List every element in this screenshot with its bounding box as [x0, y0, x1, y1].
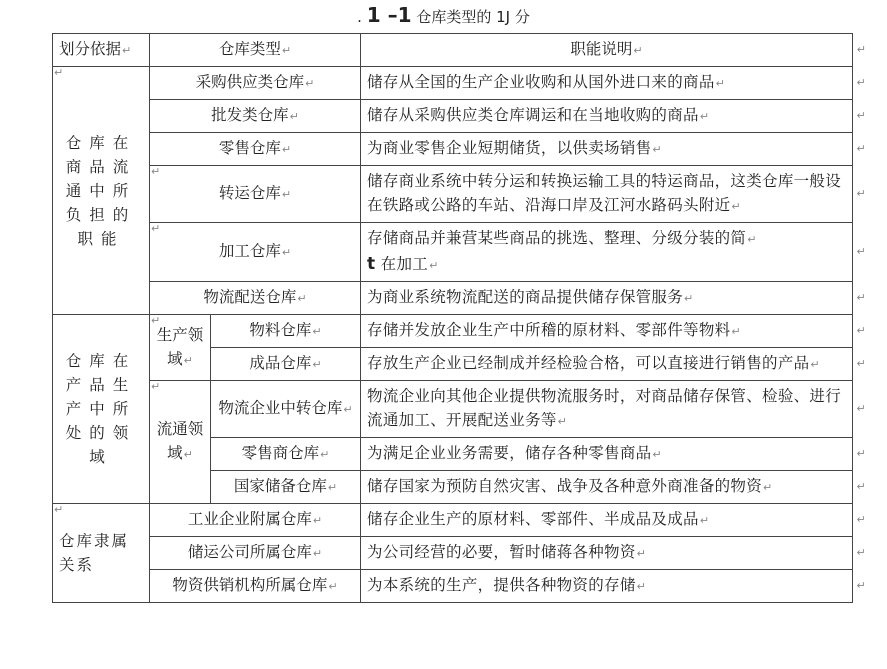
desc-cell: 为商业零售企业短期储货，以供卖场销售↵ ↵: [361, 133, 853, 166]
table-row: [53, 223, 853, 282]
desc-cell: 为公司经营的必要，暂时储蒋各种物资↵ ↵: [361, 537, 853, 570]
category-cell: ↵ 仓库在商品流通中所负担的职能: [53, 67, 150, 315]
type-cell: 物资供销机构所属仓库↵: [150, 570, 361, 603]
table-row: [53, 100, 853, 133]
desc-cell: 存储商品并兼营某些商品的挑选、整理、分级分装的简↵ t 在加工↵ ↵: [361, 223, 853, 282]
header-basis: 划分依据↵: [53, 34, 150, 67]
desc-cell: 储存从采购供应类仓库调运和在当地收购的商品↵ ↵: [361, 100, 853, 133]
type-cell: 零售商仓库↵: [211, 438, 361, 471]
subcategory-cell: ↵ 流通领域↵: [150, 381, 211, 504]
caption-text: 仓库类型的 1J 分: [416, 8, 530, 26]
table-row: [53, 133, 853, 166]
table-row: [53, 381, 853, 438]
table-row: [53, 537, 853, 570]
table-caption: [0, 0, 887, 30]
desc-cell: 储存国家为预防自然灾害、战争及各种意外商准备的物资↵ ↵: [361, 471, 853, 504]
caption-number: 1 –1: [366, 3, 412, 27]
table-row: [53, 282, 853, 315]
header-desc: 职能说明↵ ↵: [361, 34, 853, 67]
type-cell: 零售仓库↵: [150, 133, 361, 166]
type-cell: 国家储备仓库↵: [211, 471, 361, 504]
desc-cell: 为本系统的生产，提供各种物资的存储↵ ↵: [361, 570, 853, 603]
desc-cell: 为满足企业业务需要，储存各种零售商品↵ ↵: [361, 438, 853, 471]
header-row: [53, 34, 853, 67]
type-cell: ↵ 转运仓库↵: [150, 166, 361, 223]
table-row: [53, 67, 853, 100]
type-cell: 工业企业附属仓库↵: [150, 504, 361, 537]
desc-cell: 储存商业系统中转分运和转换运输工具的特运商品，这类仓库一般设在铁路或公路的车站、沿海口岸及江河水路码头附近↵ ↵: [361, 166, 853, 223]
desc-cell: 储存从全国的生产企业收购和从国外进口来的商品↵ ↵: [361, 67, 853, 100]
type-cell: 物流企业中转仓库↵: [211, 381, 361, 438]
desc-cell: 储存企业生产的原材料、零部件、半成品及成品↵ ↵: [361, 504, 853, 537]
category-cell: ↵ 仓库隶属关系: [53, 504, 150, 603]
table-row: [53, 315, 853, 348]
type-cell: 物流配送仓库↵: [150, 282, 361, 315]
type-cell: 采购供应类仓库↵: [150, 67, 361, 100]
type-cell: ↵ 加工仓库↵: [150, 223, 361, 282]
category-cell: 仓库在产品生产中所处的领域: [53, 315, 150, 504]
type-cell: 成品仓库↵: [211, 348, 361, 381]
desc-cell: 为商业系统物流配送的商品提供储存保管服务↵ ↵: [361, 282, 853, 315]
desc-cell: 物流企业向其他企业提供物流服务时，对商品储存保管、检验、进行流通加工、开展配送业务等↵ ↵: [361, 381, 853, 438]
warehouse-classification-table: [52, 33, 867, 603]
subcategory-cell: ↵ 生产领域↵: [150, 315, 211, 381]
type-cell: 物料仓库↵: [211, 315, 361, 348]
table-row: [53, 504, 853, 537]
type-cell: 储运公司所属仓库↵: [150, 537, 361, 570]
type-cell: 批发类仓库↵: [150, 100, 361, 133]
caption-prefix: .: [357, 8, 362, 26]
table-row: [53, 166, 853, 223]
header-type: 仓库类型↵: [150, 34, 361, 67]
desc-cell: 存储并发放企业生产中所稽的原材料、零部件等物料↵ ↵: [361, 315, 853, 348]
desc-cell: 存放生产企业已经制成并经检验合格，可以直接进行销售的产品↵ ↵: [361, 348, 853, 381]
table-row: [53, 570, 853, 603]
